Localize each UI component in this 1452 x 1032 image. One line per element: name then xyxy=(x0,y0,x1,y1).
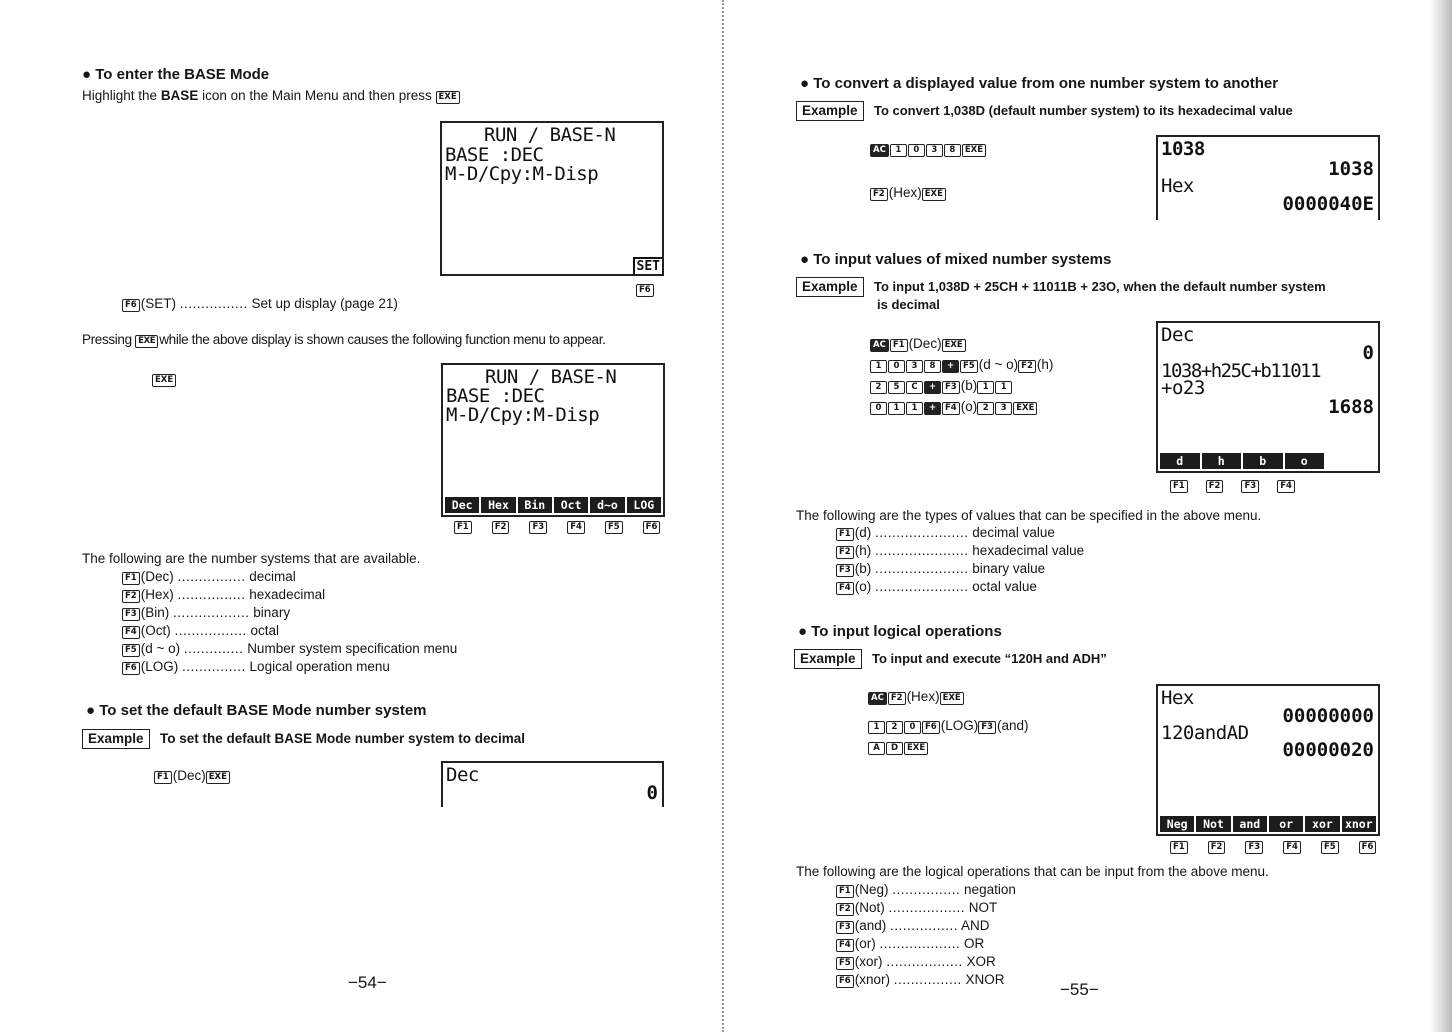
exe-key-icon: EXE xyxy=(135,335,158,348)
screen-value: 0 xyxy=(646,782,658,804)
screen-expression: 1038+h25C+b11011 xyxy=(1161,360,1321,382)
screen-value: 0 xyxy=(1362,342,1374,364)
op-item: F2 (Not) .................. NOT xyxy=(836,900,997,916)
set-display-line: F6 (SET) ................ Set up display (page 21) xyxy=(122,296,398,312)
screen-hex-result: 0000040E xyxy=(1282,193,1374,215)
screen-mode: Hex xyxy=(1161,175,1194,197)
example-label: Example xyxy=(82,729,150,749)
menu-d: d xyxy=(1160,453,1200,469)
f6-key-icon: F6 xyxy=(643,521,661,534)
page-number: −54− xyxy=(348,973,387,992)
function-menu-bar xyxy=(445,497,661,513)
calculator-screen-dec xyxy=(441,761,664,807)
enter-base-heading: ● To enter the BASE Mode xyxy=(82,66,270,83)
menu-hex: Hex xyxy=(481,497,515,513)
op-item: F3 (and) ................ AND xyxy=(836,918,990,934)
f2-key-icon: F2 xyxy=(492,521,510,534)
function-keys-row xyxy=(454,521,660,534)
screen-mode: Dec xyxy=(1161,324,1194,346)
calculator-screen-logic xyxy=(1156,684,1380,836)
f3-key-icon: F3 xyxy=(1245,841,1263,854)
calculator-screen-convert xyxy=(1156,135,1380,220)
default-keystrokes: F1 (Dec) EXE xyxy=(154,768,231,784)
set-softkey: SET xyxy=(633,257,662,274)
types-intro: The following are the types of values that can be specified in the above menu. xyxy=(796,508,1262,523)
ops-intro: The following are the logical operations that can be input from the above menu. xyxy=(796,864,1269,879)
type-item: F1 (d) ...................... decimal value xyxy=(836,525,1055,541)
example-label: Example xyxy=(796,101,864,121)
f2-key-icon: F2 xyxy=(1208,841,1226,854)
left-page xyxy=(0,0,724,1032)
f4-key-icon: F4 xyxy=(567,521,585,534)
menu-oct: Oct xyxy=(554,497,588,513)
systems-intro: The following are the number systems that are available. xyxy=(82,551,421,566)
system-item: F1 (Dec) ................ decimal xyxy=(122,569,296,585)
screen-base-setting: BASE :DEC xyxy=(445,144,544,166)
default-base-heading: ● To set the default BASE Mode number system xyxy=(86,702,427,719)
example-label: Example xyxy=(794,649,862,669)
calculator-screen-function-menu xyxy=(441,363,665,517)
screen-mode: Dec xyxy=(446,764,479,786)
menu-dec: Dec xyxy=(445,497,479,513)
example-label: Example xyxy=(796,277,864,297)
function-menu-bar xyxy=(1160,453,1324,469)
calculator-screen-mixed xyxy=(1156,321,1380,473)
system-item: F2 (Hex) ................ hexadecimal xyxy=(122,587,325,603)
screen-result: 00000020 xyxy=(1282,739,1374,761)
type-item: F4 (o) ...................... octal value xyxy=(836,579,1037,595)
screen-title: RUN / BASE-N xyxy=(484,124,616,146)
f2-key-icon: F2 xyxy=(1206,480,1224,493)
page-number: −55− xyxy=(1060,980,1099,999)
screen-base-setting: BASE :DEC xyxy=(446,385,545,407)
mixed-keystrokes-3: 2 5 C + F3 (b) 1 1 xyxy=(870,378,1013,394)
system-item: F3 (Bin) .................. binary xyxy=(122,605,290,621)
system-item: F5 (d ~ o) .............. Number system specification menu xyxy=(122,641,457,657)
calculator-screen-base-setup xyxy=(440,121,664,276)
system-item: F4 (Oct) ................. octal xyxy=(122,623,279,639)
f4-key-icon: F4 xyxy=(1283,841,1301,854)
mixed-example-text-cont: is decimal xyxy=(877,297,940,312)
right-page xyxy=(724,0,1452,1032)
screen-mdcpy-setting: M-D/Cpy:M-Disp xyxy=(446,404,600,426)
type-item: F3 (b) ...................... binary value xyxy=(836,561,1045,577)
convert-keystrokes-1: AC 1 0 3 8 EXE xyxy=(870,141,987,157)
convert-heading: ● To convert a displayed value from one number system to another xyxy=(800,75,1279,92)
enter-base-instructions: Highlight the BASE icon on the Main Menu and then press EXE xyxy=(82,88,461,104)
mixed-example-row: Example To input 1,038D + 25CH + 11011B + 23O, when the default number system xyxy=(796,277,1326,297)
function-keys-row xyxy=(1170,841,1376,854)
default-example-row: Example To set the default BASE Mode number system to decimal xyxy=(82,729,525,749)
f5-key-icon: F5 xyxy=(1321,841,1339,854)
exe-key-icon: EXE xyxy=(152,370,177,388)
function-keys-row xyxy=(1170,480,1295,493)
f5-key-icon: F5 xyxy=(605,521,623,534)
menu-and: and xyxy=(1233,816,1267,832)
f3-key-icon: F3 xyxy=(1241,480,1259,493)
function-menu-bar xyxy=(1160,816,1376,832)
f4-key-icon: F4 xyxy=(1277,480,1295,493)
logic-keystrokes-1: AC F2 (Hex) EXE xyxy=(868,689,965,705)
screen-expression-cont: +o23 xyxy=(1161,377,1205,399)
menu-b: b xyxy=(1243,453,1283,469)
screen-value: 00000000 xyxy=(1282,705,1374,727)
op-item: F6 (xnor) ................ XNOR xyxy=(836,972,1005,988)
op-item: F4 (or) ................... OR xyxy=(836,936,984,952)
logic-example-row: Example To input and execute “120H and ADH” xyxy=(794,649,1107,669)
type-item: F2 (h) ...................... hexadecimal value xyxy=(836,543,1084,559)
menu-not: Not xyxy=(1196,816,1230,832)
f6-key-icon: F6 xyxy=(636,280,655,298)
op-item: F1 (Neg) ................ negation xyxy=(836,882,1016,898)
menu-h: h xyxy=(1202,453,1242,469)
f1-key-icon: F1 xyxy=(1170,841,1188,854)
mixed-keystrokes-1: AC F1 (Dec) EXE xyxy=(870,336,967,352)
menu-or: or xyxy=(1269,816,1303,832)
mixed-keystrokes-4: 0 1 1 + F4 (o) 2 3 EXE xyxy=(870,399,1038,415)
screen-mode: Hex xyxy=(1161,687,1194,709)
mixed-heading: ● To input values of mixed number systems xyxy=(800,251,1112,268)
screen-result: 1038 xyxy=(1328,158,1374,180)
menu-xor: xor xyxy=(1305,816,1339,832)
logic-keystrokes-2: 1 2 0 F6 (LOG) F3 (and) xyxy=(868,718,1029,734)
menu-o: o xyxy=(1285,453,1325,469)
screen-title: RUN / BASE-N xyxy=(485,366,617,388)
screen-expression: 120andAD xyxy=(1161,722,1249,744)
mixed-keystrokes-2: 1 0 3 8 + F5 (d ~ o) F2 (h) xyxy=(870,357,1053,373)
f3-key-icon: F3 xyxy=(529,521,547,534)
exe-key-icon: EXE xyxy=(436,91,460,104)
screen-mdcpy-setting: M-D/Cpy:M-Disp xyxy=(445,163,599,185)
menu-d-o: d~o xyxy=(590,497,624,513)
logic-keystrokes-3: A D EXE xyxy=(868,739,929,755)
pressing-exe-paragraph: Pressing EXE while the above display is shown causes the following function menu to appear. xyxy=(82,332,606,347)
op-item: F5 (xor) .................. XOR xyxy=(836,954,996,970)
menu-log: LOG xyxy=(627,497,661,513)
screen-result: 1688 xyxy=(1328,396,1374,418)
menu-neg: Neg xyxy=(1160,816,1194,832)
menu-bin: Bin xyxy=(518,497,552,513)
f1-key-icon: F1 xyxy=(1170,480,1188,493)
logic-heading: ● To input logical operations xyxy=(798,623,1002,640)
convert-keystrokes-2: F2 (Hex) EXE xyxy=(870,185,947,201)
screen-input: 1038 xyxy=(1161,138,1205,160)
f6-key-icon: F6 xyxy=(1359,841,1377,854)
system-item: F6 (LOG) ............... Logical operation menu xyxy=(122,659,390,675)
f1-key-icon: F1 xyxy=(454,521,472,534)
convert-example-row: Example To convert 1,038D (default number system) to its hexadecimal value xyxy=(796,101,1293,121)
menu-xnor: xnor xyxy=(1342,816,1376,832)
